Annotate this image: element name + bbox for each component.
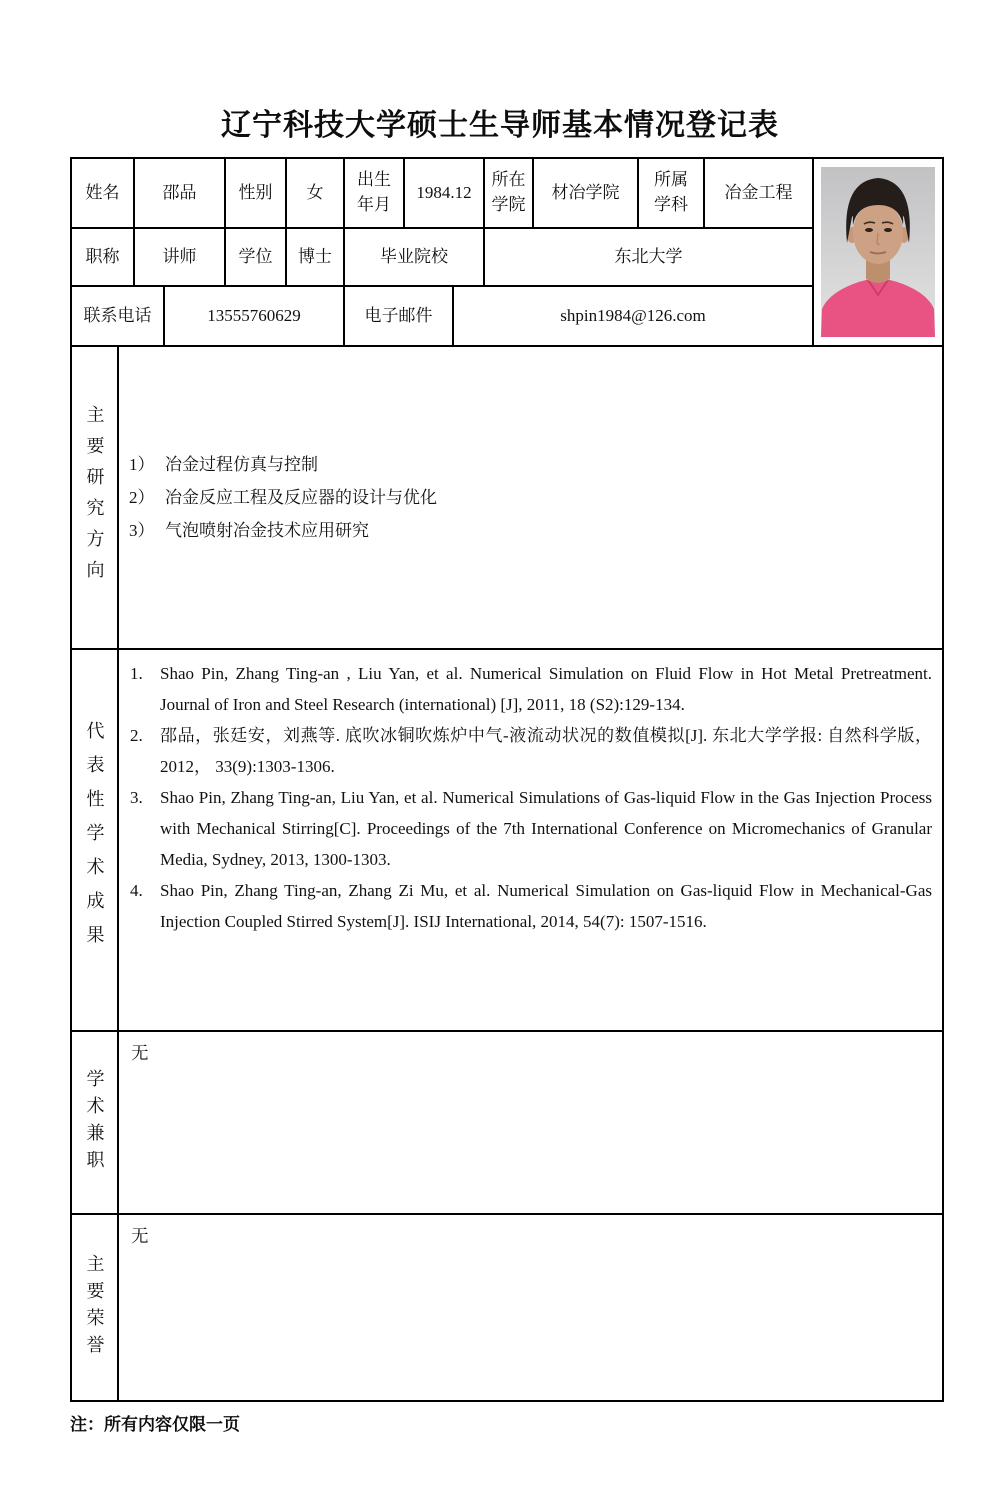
discipline-label-text: 所属学科 (654, 170, 688, 214)
research-item-number: 2） (129, 488, 155, 507)
alma-mater-label: 毕业院校 (345, 229, 485, 287)
email-value: shpin1984@126.com (454, 287, 814, 347)
honors-value: 无 (131, 1226, 149, 1246)
achievement-item (127, 875, 932, 937)
academic-positions-content (119, 1032, 944, 1215)
college-label (485, 159, 534, 229)
research-directions-content (119, 347, 944, 650)
job-title-label: 职称 (72, 229, 135, 287)
research-item-number: 1） (129, 455, 155, 474)
achievement-number: 2. (130, 726, 143, 745)
achievement-text: Shao Pin, Zhang Ting-an , Liu Yan, et al. Numerical Simulation on Fluid Flow in Hot Metal Pretreatment. Journal of Iron and Steel Research (international) [J], 2011, 18 (S2):129-134. (160, 664, 932, 714)
research-list (119, 347, 942, 648)
birth-label (345, 159, 405, 229)
achievement-text: Shao Pin, Zhang Ting-an, Zhang Zi Mu, et al. Numerical Simulation on Gas-liquid Flow in Mechanical-Gas Injection Coupled Stirred System[J]. ISIJ International, 2014, 54(7): 1507-1516. (160, 881, 932, 931)
phone-value: 13555760629 (165, 287, 345, 347)
gender-value: 女 (287, 159, 345, 229)
email-label: 电子邮件 (345, 287, 454, 347)
achievement-number: 4. (130, 881, 143, 900)
research-item-text: 冶金反应工程及反应器的设计与优化 (165, 488, 437, 507)
research-item (129, 481, 942, 514)
gender-label: 性别 (226, 159, 287, 229)
academic-positions-section (72, 1032, 944, 1215)
research-directions-section (72, 347, 944, 650)
research-item (129, 448, 942, 481)
alma-mater-value: 东北大学 (485, 229, 814, 287)
college-label-text: 所在学院 (491, 170, 526, 214)
birth-value: 1984.12 (405, 159, 485, 229)
research-item-text: 冶金过程仿真与控制 (165, 455, 318, 474)
achievement-item (127, 782, 932, 875)
discipline-label (639, 159, 705, 229)
achievements-list (119, 650, 942, 937)
achievement-number: 1. (130, 664, 143, 683)
honors-section (72, 1215, 944, 1402)
achievements-label: 代表性学术成果 (72, 650, 119, 1032)
research-item-text: 气泡喷射冶金技术应用研究 (165, 521, 369, 540)
honors-label: 主要荣誉 (72, 1215, 119, 1402)
page-title: 辽宁科技大学硕士生导师基本情况登记表 (221, 109, 779, 142)
honors-content (119, 1215, 944, 1402)
research-directions-label: 主要研究方向 (72, 347, 119, 650)
degree-value: 博士 (287, 229, 345, 287)
discipline-value: 冶金工程 (705, 159, 814, 229)
footer-note: 注：所有内容仅限一页 (70, 1415, 240, 1434)
achievement-item (127, 720, 932, 782)
college-value: 材冶学院 (534, 159, 639, 229)
job-title-value: 讲师 (135, 229, 226, 287)
basic-info-grid (72, 159, 944, 347)
research-item-number: 3） (129, 521, 155, 540)
supervisor-photo (814, 159, 944, 347)
phone-label: 联系电话 (72, 287, 165, 347)
achievement-item (127, 658, 932, 720)
achievement-text: Shao Pin, Zhang Ting-an, Liu Yan, et al. Numerical Simulations of Gas-liquid Flow in the Gas Injection Process with Mechanical Stirring[C]. Proceedings of the 7th International Conference on Micromechanics of Granular Media, Sydney, 2013, 1300-1303. (160, 788, 932, 869)
registration-table (70, 157, 944, 1402)
academic-positions-value: 无 (131, 1043, 149, 1063)
birth-label-text: 出生年月 (357, 170, 391, 214)
research-item (129, 514, 942, 547)
portrait-photo-graphic (821, 167, 935, 337)
achievement-number: 3. (130, 788, 143, 807)
academic-positions-label: 学术兼职 (72, 1032, 119, 1215)
achievements-section (72, 650, 944, 1032)
name-label: 姓名 (72, 159, 135, 229)
achievement-text: 邵品，张廷安，刘燕等. 底吹冰铜吹炼炉中气-液流动状况的数值模拟[J]. 东北大学学报: 自然科学版，2012， 33(9):1303-1306. (160, 726, 932, 776)
achievements-content (119, 650, 944, 1032)
name-value: 邵品 (135, 159, 226, 229)
degree-label: 学位 (226, 229, 287, 287)
